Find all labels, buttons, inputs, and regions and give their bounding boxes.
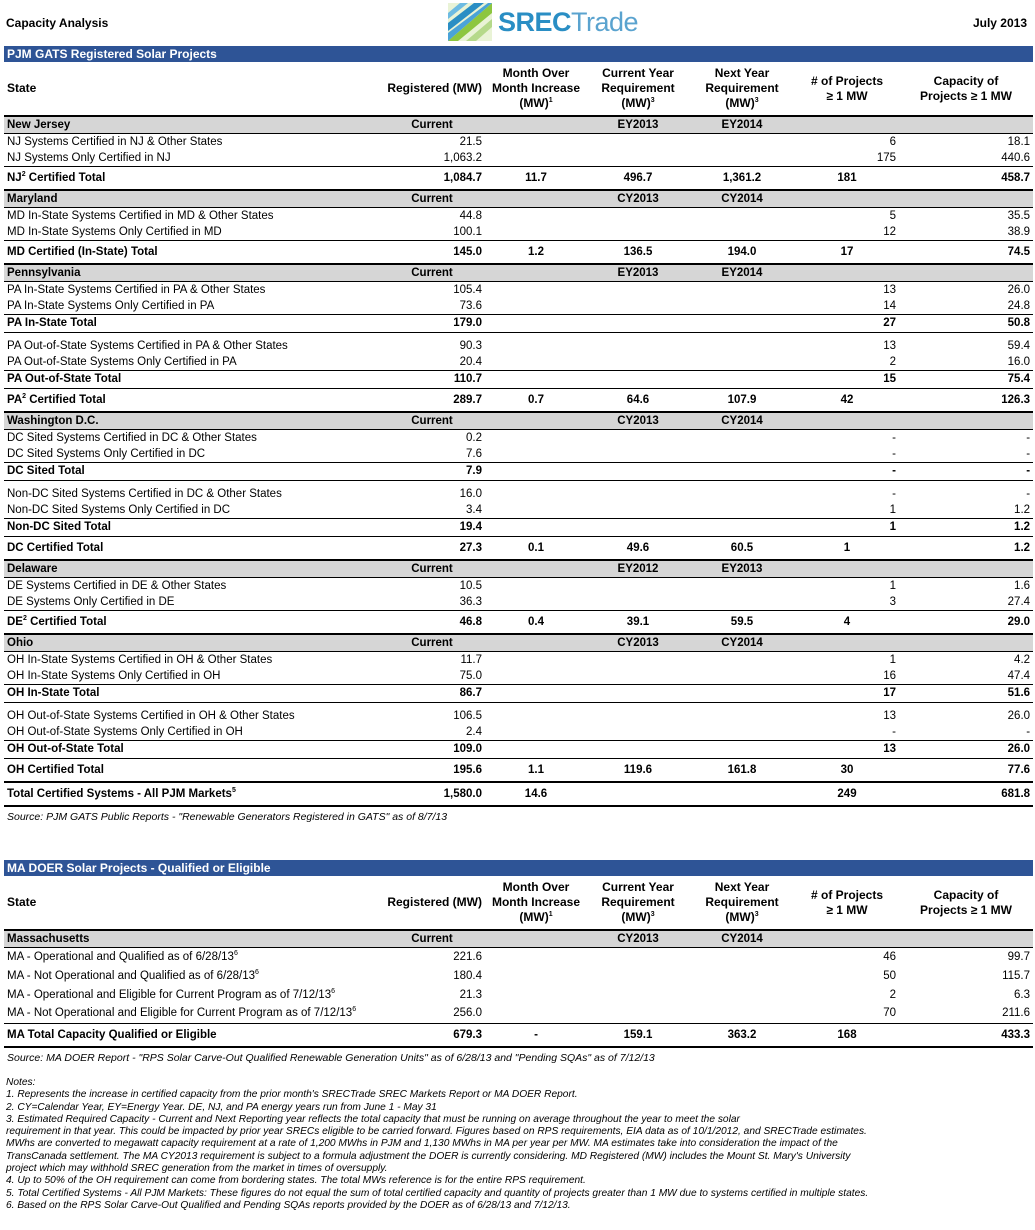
- report-header: [0, 0, 1035, 46]
- table-row: PA In-State Systems Certified in PA & Other States 105.4 13 26.0: [7, 283, 1031, 296]
- table-row: Non-DC Sited Systems Certified in DC & Other States 16.0 - -: [7, 487, 1031, 500]
- pa-in-state-total-row: PA In-State Total 179.0 27 50.8: [4, 315, 1033, 333]
- table-row: OH Out-of-State Systems Only Certified in OH 2.4 - -: [7, 725, 1031, 738]
- table-row: MD In-State Systems Certified in MD & Other States 44.8 5 35.5: [7, 209, 1031, 222]
- col-current-year-req: Current Year Requirement (MW)$^3$: [587, 62, 689, 116]
- srectrade-logo: [448, 3, 638, 41]
- report-title: Capacity Analysis: [6, 16, 109, 30]
- ma-table: [4, 860, 1033, 1068]
- ma-total-row: MA Total Capacity Qualified or Eligible 679.3 - 159.1 363.2 168 433.3: [4, 1024, 1033, 1048]
- non-dc-sited-total-row: Non-DC Sited Total 19.4 1 1.2: [4, 519, 1033, 537]
- col-registered: Registered (MW): [379, 62, 485, 116]
- group-row-ma: Massachusetts Current CY2013 CY2014: [4, 930, 1033, 948]
- col-num-projects: # of Projects ≥ 1 MW: [795, 62, 899, 116]
- note-line: 3. Estimated Required Capacity - Current and Next Reporting year reflects the total capacity that must be running on average throughout the year to meet the solar: [6, 1113, 740, 1125]
- group-row-pa: Pennsylvania Current EY2013 EY2014: [4, 264, 1033, 282]
- note-line: Notes:: [6, 1077, 36, 1088]
- pjm-section-header: PJM GATS Registered Solar Projects: [4, 46, 1033, 62]
- oh-out-of-state-total-row: OH Out-of-State Total 109.0 13 26.0: [4, 741, 1033, 759]
- pjm-table: [4, 46, 1033, 827]
- de-certified-total-row: $DE^2$ Certified Total 46.8 0.4 39.1 59.5 4 29.0: [4, 611, 1033, 635]
- table-row: PA Out-of-State Systems Certified in PA & Other States 90.3 13 59.4: [7, 339, 1031, 352]
- table-row: OH Out-of-State Systems Certified in OH & Other States 106.5 13 26.0: [7, 709, 1031, 722]
- pa-out-of-state-total-row: PA Out-of-State Total 110.7 15 75.4: [4, 371, 1033, 389]
- note-line: requirement in that year. This could be impacted by prior year SRECs eligible to be carried forward. Figures based on RPS requirements, EIA data as of 10/1/2012, and SRECTrade estimates.: [6, 1126, 867, 1138]
- note-line: TransCanada settlement. The MA CY2013 requirement is subject to a formula adjustment the DOER is currently considering. MD Registered (MW) includes the Mount St. Mary's University: [6, 1150, 851, 1162]
- note-line: 5. Total Certified Systems - All PJM Markets: These figures do not equal the sum of total certified capacity and quantity of projects greater than 1 MW due to systems certified in multiple states.: [6, 1187, 869, 1199]
- pjm-source-note: Source: PJM GATS Public Reports - "Renewable Generators Registered in GATS" as of 8/7/13: [7, 810, 448, 823]
- footnotes: [6, 1077, 1031, 1212]
- report-date: July 2013: [972, 16, 1027, 30]
- table-row: NJ Systems Certified in NJ & Other States 21.5 6 18.1: [7, 135, 1031, 148]
- table-row: NJ Systems Only Certified in NJ 1,063.2 175 440.6: [7, 151, 1031, 164]
- group-row-dc: Washington D.C. Current CY2013 CY2014: [4, 412, 1033, 430]
- col-state: State: [4, 62, 379, 116]
- table-row: DC Sited Systems Certified in DC & Other States 0.2 - -: [7, 431, 1031, 444]
- table-row: Non-DC Sited Systems Only Certified in DC 3.4 1 1.2: [7, 503, 1031, 516]
- table-row: DE Systems Certified in DE & Other States 10.5 1 1.6: [7, 579, 1031, 592]
- md-certified-total-row: MD Certified (In-State) Total 145.0 1.2 136.5 194.0 17 74.5: [4, 241, 1033, 265]
- table-row: PA Out-of-State Systems Only Certified in PA 20.4 2 16.0: [7, 355, 1031, 368]
- note-line: project which may withhold SREC generation from the market in times of oversupply.: [6, 1163, 388, 1175]
- table-row: OH In-State Systems Only Certified in OH 75.0 16 47.4: [7, 669, 1031, 682]
- note-line: 2. CY=Calendar Year, EY=Energy Year. DE, NJ, and PA energy years run from June 1 - May 31: [6, 1101, 437, 1113]
- note-line: 6. Based on the RPS Solar Carve-Out Qualified and Pending SQAs reports provided by the DOER as of 6/28/13 and 7/12/13.: [6, 1199, 571, 1211]
- table-row: OH In-State Systems Certified in OH & Other States 11.7 1 4.2: [7, 653, 1031, 666]
- note-line: MWhs are converted to megawatt capacity requirement at a rate of 1,200 MWhs in PJM and 1,130 MWhs in MA per year per MW. MA estimates take into consideration the impact of the: [6, 1138, 838, 1150]
- group-row-md: Maryland Current CY2013 CY2014: [4, 190, 1033, 208]
- group-row-de: Delaware Current EY2012 EY2013: [4, 560, 1033, 578]
- table-row: MD In-State Systems Only Certified in MD 100.1 12 38.9: [7, 225, 1031, 238]
- ma-section-header: MA DOER Solar Projects - Qualified or Eligible: [4, 860, 1033, 876]
- table-row: DE Systems Only Certified in DE 36.3 3 27.4: [7, 595, 1031, 608]
- table-row: MA - Not Operational and Qualified as of $6/28/13^6$ 180.4 50 115.7: [7, 968, 1030, 982]
- col-month-increase: Month Over Month Increase (MW)$^1$: [485, 62, 587, 116]
- oh-in-state-total-row: OH In-State Total 86.7 17 51.6: [4, 685, 1033, 703]
- oh-certified-total-row: OH Certified Total 195.6 1.1 119.6 161.8 30 77.6: [4, 759, 1033, 783]
- table-row: MA - Operational and Qualified as of $6/28/13^6$ 221.6 46 99.7: [7, 949, 1030, 963]
- table-row: MA - Operational and Eligible for Current Program as of $7/12/13^6$ 21.3 2 6.3: [7, 987, 1030, 1001]
- dc-sited-total-row: DC Sited Total 7.9 - -: [4, 463, 1033, 481]
- pjm-column-headers: [4, 62, 1033, 116]
- group-row-nj: New Jersey Current EY2013 EY2014: [4, 116, 1033, 134]
- col-next-year-req: Next Year Requirement (MW)$^3$: [689, 62, 795, 116]
- ma-source-note: Source: MA DOER Report - "RPS Solar Carve-Out Qualified Renewable Generation Units" as of 6/28/13 and "Pending SQAs" as of 7/12/13: [7, 1051, 655, 1064]
- sunburst-logo-icon: [448, 3, 492, 41]
- table-row: PA In-State Systems Only Certified in PA 73.6 14 24.8: [7, 299, 1031, 312]
- note-line: 1. Represents the increase in certified capacity from the prior month's SRECTrade SREC Markets Report or MA DOER Report.: [6, 1089, 578, 1101]
- note-line: 4. Up to 50% of the OH requirement can come from bordering states. The total MWs reference is for the entire RPS requirement.: [6, 1175, 586, 1187]
- table-row: MA - Not Operational and Eligible for Current Program as of $7/12/13^6$ 256.0 70 211.6: [7, 1006, 1030, 1020]
- group-row-oh: Ohio Current CY2013 CY2014: [4, 634, 1033, 652]
- col-capacity-projects: Capacity of Projects ≥ 1 MW: [899, 62, 1033, 116]
- dc-certified-total-row: DC Certified Total 27.3 0.1 49.6 60.5 1 1.2: [4, 537, 1033, 561]
- nj-certified-total-row: $NJ^2$ Certified Total 1,084.7 11.7 496.7 1,361.2 181 458.7: [4, 167, 1033, 191]
- ma-column-headers: State Registered (MW) Month Over Month Increase (MW)$^1$ Current Year Requirement (MW)$^3$ Next Year Requirement (MW)$^3$ # of Projects ≥ 1 MW Capacity of Projects ≥ 1 MW: [4, 876, 1033, 930]
- pa-certified-total-row: $PA^2$ Certified Total 289.7 0.7 64.6 107.9 42 126.3: [4, 389, 1033, 413]
- pjm-grand-total-row: Total Certified Systems - All PJM Markets$^5$ 1,580.0 14.6 249 681.8: [4, 782, 1033, 806]
- logo-wordmark: SRECTrade: [498, 6, 639, 37]
- table-row: DC Sited Systems Only Certified in DC 7.6 - -: [7, 447, 1031, 460]
